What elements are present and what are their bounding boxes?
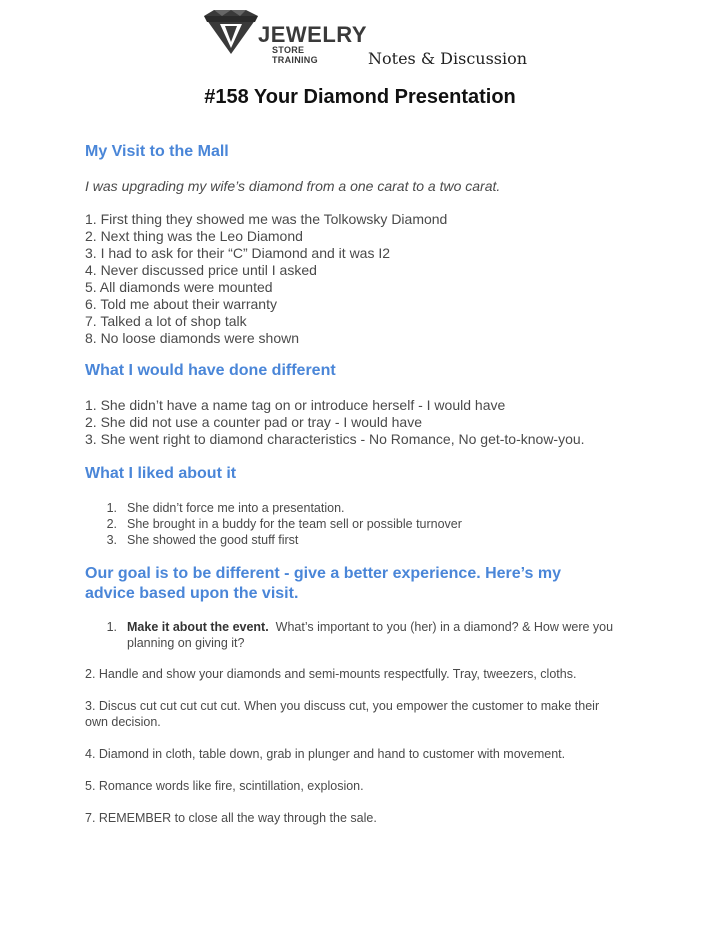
list-item: She showed the good stuff first — [127, 533, 299, 547]
section-heading-different: What I would have done different — [85, 362, 336, 379]
section-heading-goal — [85, 564, 625, 604]
list-item: She didn’t force me into a presentation. — [127, 501, 345, 515]
list-item: 1. First thing they showed me was the Tolkowsky Diamond — [85, 211, 448, 227]
list-item: 4. Never discussed price until I asked — [85, 262, 317, 278]
advice-item-1-text: What’s important to you (her) in a diamond? & How were you — [275, 620, 614, 634]
advice-para-7: 7. REMEMBER to close all the way through the sale. — [85, 811, 377, 825]
list-item: 5. All diamonds were mounted — [85, 279, 273, 295]
notes-discussion-label: Notes & Discussion — [368, 49, 528, 68]
advice-item-1-line2: planning on giving it? — [127, 636, 245, 650]
logo-subtitle: STORE TRAINING — [272, 45, 318, 65]
advice-para-3 — [85, 698, 645, 730]
advice-para-3-line: 3. Discus cut cut cut cut cut. When you discuss cut, you empower the customer to make their — [85, 699, 600, 713]
advice-item-1-bold: Make it about the event. — [127, 620, 269, 634]
list-item: 2. Next thing was the Leo Diamond — [85, 228, 303, 244]
section-heading-liked: What I liked about it — [85, 465, 237, 482]
logo-wordmark: JEWELRY — [258, 22, 368, 47]
different-list — [85, 397, 585, 448]
list-item: She brought in a buddy for the team sell or possible turnover — [127, 517, 462, 531]
list-item: 2. She did not use a counter pad or tray - I would have — [85, 414, 422, 430]
advice-para-5: 5. Romance words like fire, scintillation, explosion. — [85, 779, 364, 793]
list-number: 1. — [106, 620, 117, 634]
diamond-logo-icon — [200, 10, 262, 56]
list-item: 8. No loose diamonds were shown — [85, 330, 300, 346]
section-heading-visit: My Visit to the Mall — [85, 143, 229, 160]
advice-para-2: 2. Handle and show your diamonds and semi-mounts respectfully. Tray, tweezers, cloths. — [85, 667, 577, 681]
advice-para-4: 4. Diamond in cloth, table down, grab in plunger and hand to customer with movement. — [85, 747, 566, 761]
visit-list — [85, 211, 447, 347]
goal-heading-line: advice based upon the visit. — [85, 585, 299, 602]
goal-heading-line: Our goal is to be different - give a better experience. Here’s my — [85, 565, 561, 582]
visit-intro: I was upgrading my wife’s diamond from a one carat to a two carat. — [85, 178, 501, 194]
list-number: 1. — [106, 501, 117, 515]
list-item: 1. She didn’t have a name tag on or introduce herself - I would have — [85, 397, 506, 413]
page-title: #158 Your Diamond Presentation — [204, 86, 516, 108]
advice-item-1-line — [127, 619, 613, 635]
jewelry-store-training-logo — [200, 10, 368, 65]
list-item: 7. Talked a lot of shop talk — [85, 313, 247, 329]
list-item: 3. She went right to diamond characteristics - No Romance, No get-to-know-you. — [85, 431, 585, 447]
list-number: 3. — [106, 533, 117, 547]
advice-para-3-line: own decision. — [85, 715, 161, 729]
list-number: 2. — [106, 517, 117, 531]
list-item: 6. Told me about their warranty — [85, 296, 277, 312]
list-item: 3. I had to ask for their “C” Diamond and it was I2 — [85, 245, 391, 261]
